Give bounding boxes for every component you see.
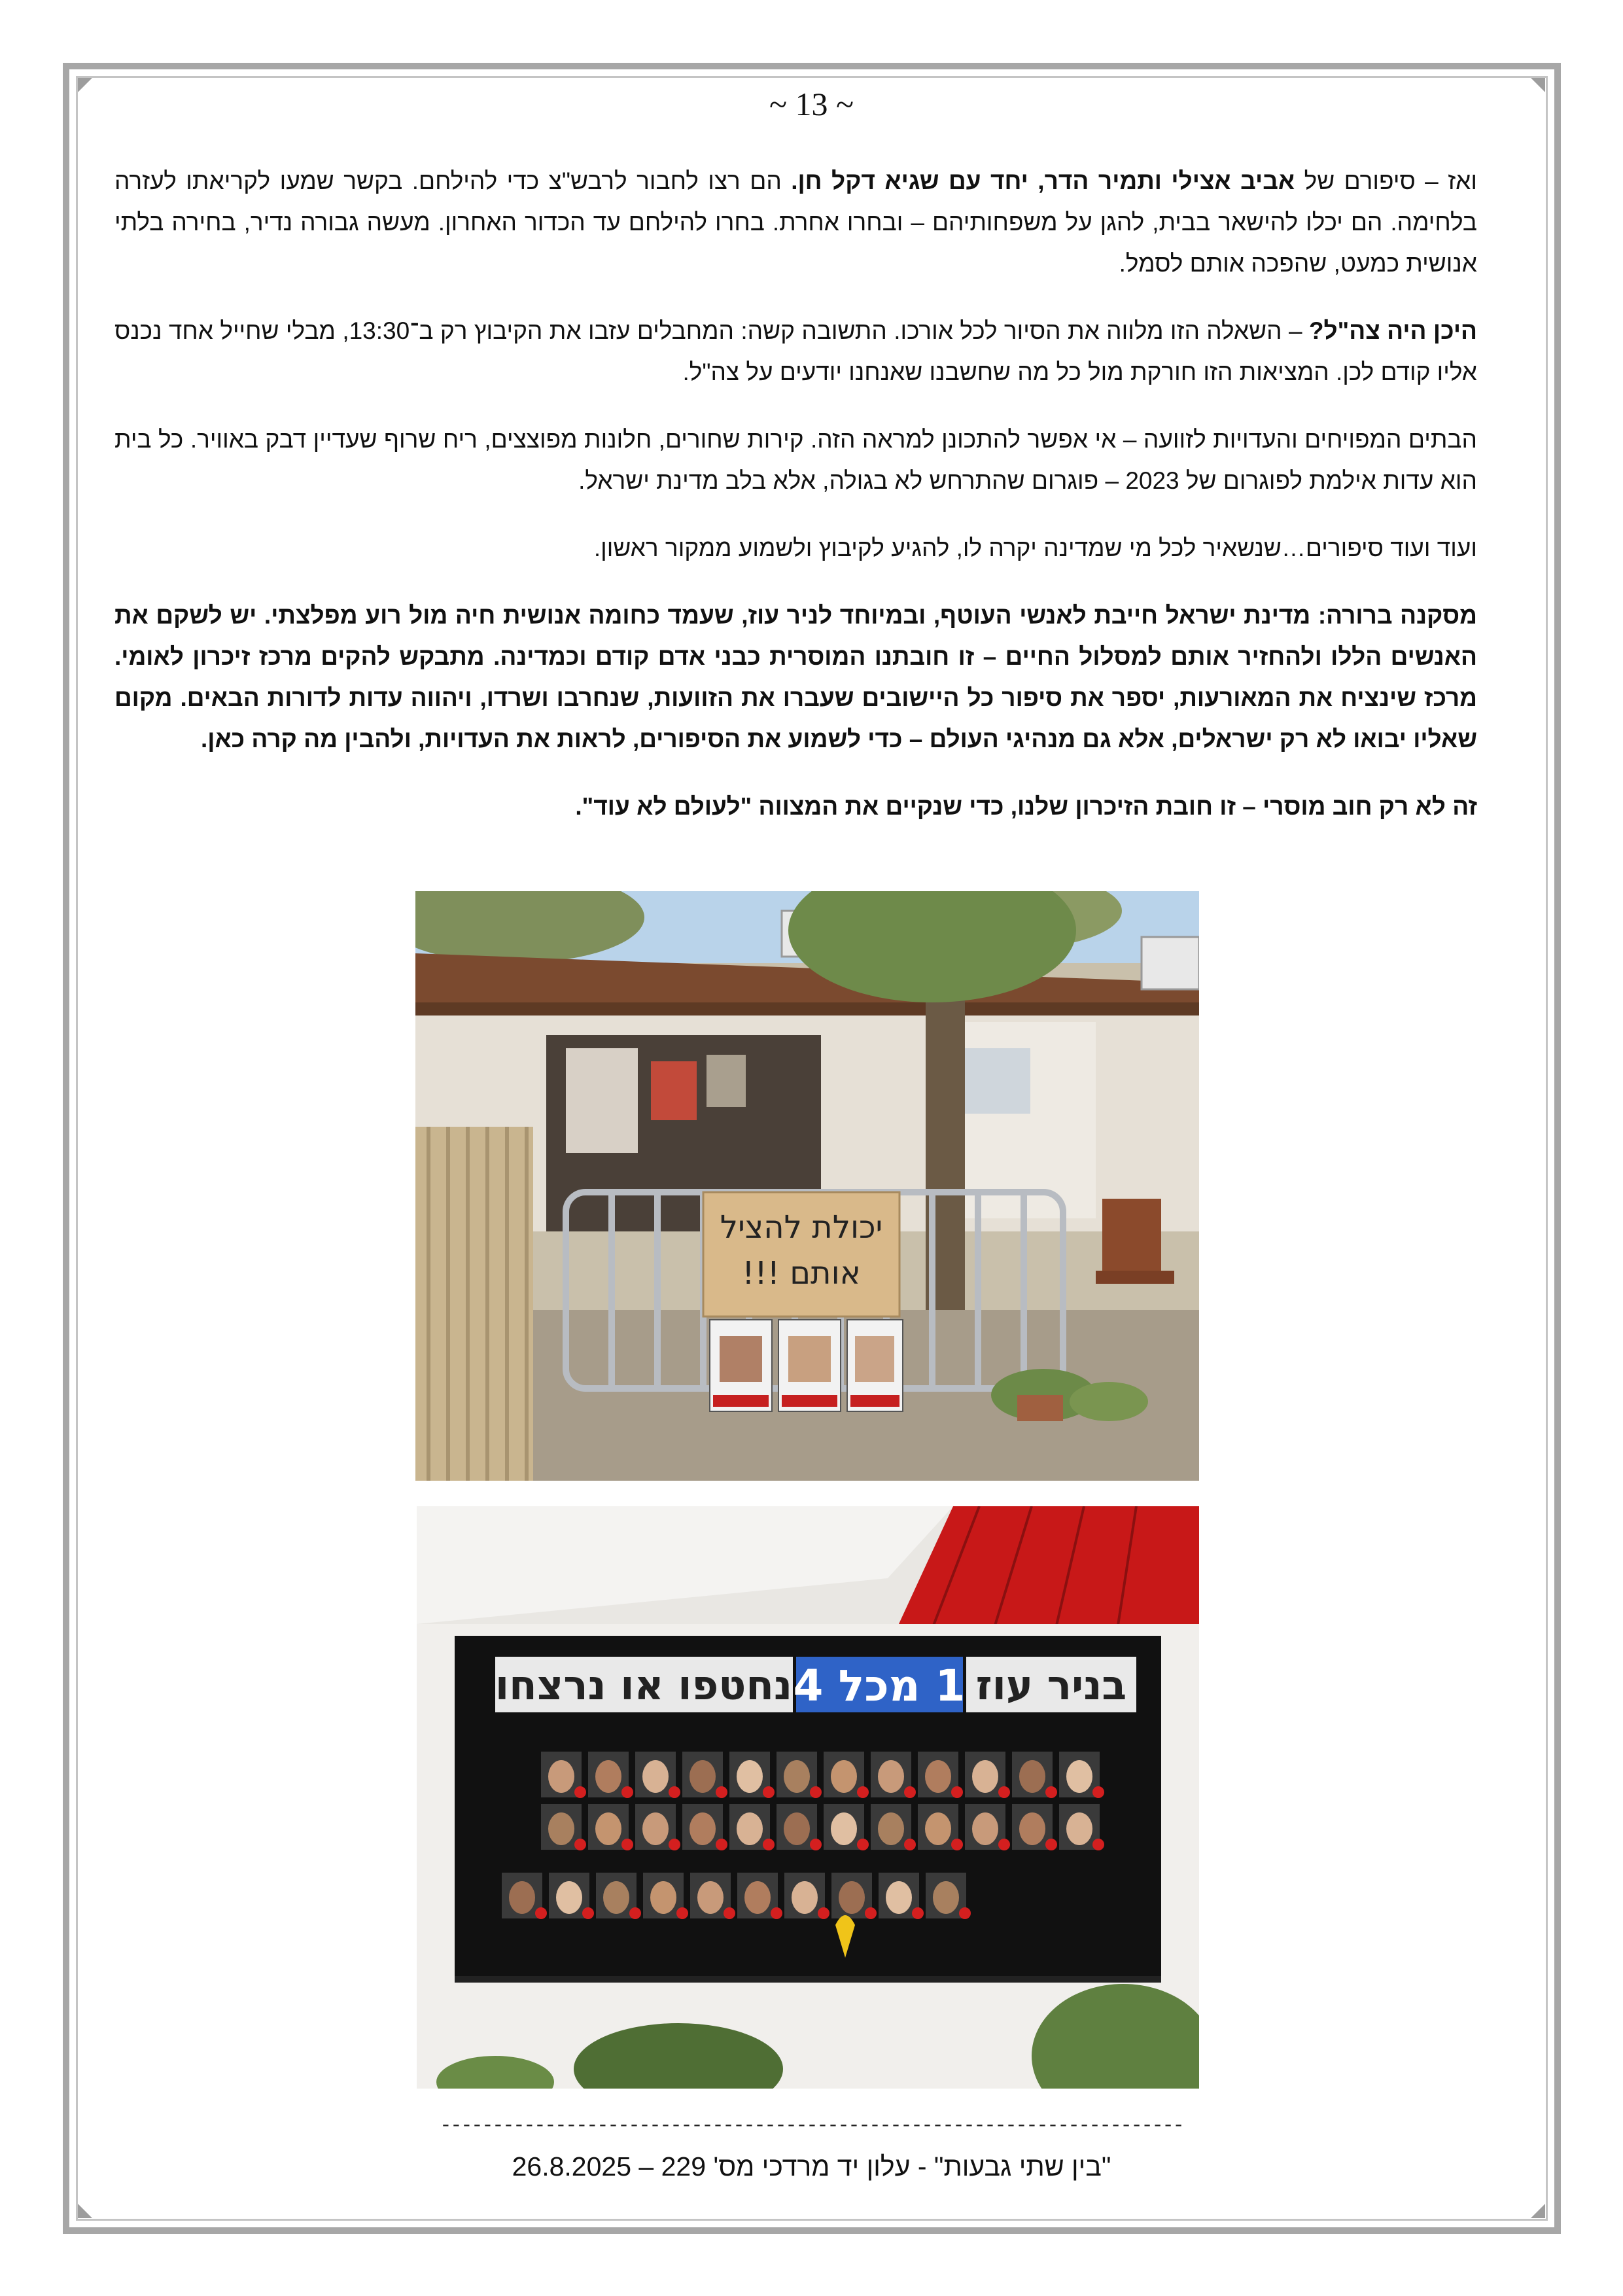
portrait-face [642, 1812, 669, 1845]
heart-sticker-icon [763, 1839, 775, 1850]
heart-sticker-icon [865, 1907, 877, 1919]
heart-sticker-icon [621, 1786, 633, 1798]
portrait-face [972, 1812, 998, 1845]
portrait-face [886, 1881, 912, 1914]
portrait-face [831, 1812, 857, 1845]
heart-sticker-icon [810, 1786, 822, 1798]
banner-text-part1: בניר עוז [975, 1661, 1127, 1709]
portrait-face [878, 1760, 904, 1793]
heart-sticker-icon [621, 1839, 633, 1850]
heart-sticker-icon [1092, 1786, 1104, 1798]
text-span: הם רצו לחבור לרבש"צ כדי להילחם. בקשר שמעו לקריאתו לעזרה בלחימה. הם יכלו להישאר בבית, להגן על משפחותיהם – ובחרו אחרת. בחרו להילחם עד הכדור האחרון. מעשה גבורה נדיר, בחירה בלתי אנושית כמעט, שהפכה אותם לסמל. [114, 168, 1477, 277]
heart-sticker-icon [574, 1786, 586, 1798]
portrait-face [737, 1812, 763, 1845]
heart-sticker-icon [998, 1786, 1010, 1798]
paragraph-stories: ועוד ועוד סיפורים…שנשאיר לכל מי שמדינה יקרה לו, להגיע לקיבוץ ולשמוע ממקור ראשון. [593, 535, 1477, 561]
heart-sticker-icon [669, 1839, 680, 1850]
bold-names: אביב אצילי ותמיר הדר, יחד עם שגיא דקל חן. [791, 168, 1295, 194]
paragraph-houses: הבתים המפויחים והעדויות לזוועה – אי אפשר להתכונן למראה הזה. קירות שחורים, חלונות מפוצצים, ריח שרוף שעדיין דבק באוויר. כל בית הוא עדות אילמת לפוגרום של 2023 – פוגרום שהתרחש לא בגולה, אלא בלב מדינת ישראל. [114, 426, 1477, 494]
portrait-face [737, 1760, 763, 1793]
heart-sticker-icon [582, 1907, 594, 1919]
heart-sticker-icon [998, 1839, 1010, 1850]
portrait-face [784, 1760, 810, 1793]
text-span: – השאלה הזו מלווה את הסיור לכל אורכו. התשובה קשה: המחבלים עזבו את הקיבוץ רק ב־13:30, מבלי שחייל אחד נכנס אליו קודם לכן. המציאות הזו חורקת מול כל מה שחשבנו שאנחנו יודעים על צה"ל. [114, 317, 1477, 385]
footer-publication-line: "בין שתי גבעות" - עלון יד מרדכי מס' 229 – 26.8.2025 [512, 2151, 1111, 2181]
portrait-face [1066, 1760, 1092, 1793]
sign-text-line1: יכולת להציל [720, 1209, 883, 1246]
page-number: ~ 13 ~ [769, 86, 854, 122]
photo-house-illustration [415, 891, 1199, 1481]
heart-sticker-icon [1045, 1839, 1057, 1850]
portrait-face [1019, 1812, 1045, 1845]
portrait-face [603, 1881, 629, 1914]
portrait-face [792, 1881, 818, 1914]
portrait-face [689, 1812, 716, 1845]
heart-sticker-icon [818, 1907, 829, 1919]
portrait-face [784, 1812, 810, 1845]
portrait-face [650, 1881, 676, 1914]
hostage-posters [710, 1320, 903, 1411]
portrait-face [689, 1760, 716, 1793]
photo-memorial-banner [417, 1506, 1199, 2089]
banner-text-part2: 1 מכל 4 [793, 1661, 966, 1711]
portrait-face [933, 1881, 959, 1914]
heart-sticker-icon [574, 1839, 586, 1850]
heart-sticker-icon [676, 1907, 688, 1919]
heart-sticker-icon [857, 1839, 869, 1850]
heart-sticker-icon [763, 1786, 775, 1798]
heart-sticker-icon [629, 1907, 641, 1919]
heart-sticker-icon [857, 1786, 869, 1798]
portrait-face [556, 1881, 582, 1914]
portrait-face [595, 1760, 621, 1793]
portrait-face [1019, 1760, 1045, 1793]
heart-sticker-icon [904, 1786, 916, 1798]
portrait-face [1066, 1812, 1092, 1845]
portrait-face [642, 1760, 669, 1793]
portrait-face [509, 1881, 535, 1914]
article-body [114, 160, 1477, 853]
heart-sticker-icon [535, 1907, 547, 1919]
portrait-face [697, 1881, 724, 1914]
portrait-face [925, 1760, 951, 1793]
paragraph-conclusion: מסקנה ברורה: מדינת ישראל חייבת לאנשי העוטף, ובמיוחד לניר עוז, שעמד כחומה אנושית חיה מול רוע מפלצתי. יש לשקם את האנשים הללו ולהחזיר אותם למסלול החיים – זו חובתנו המוסרית כבני אדם קודם וכמדינה. מתבקש להקים מרכז זיכרון לאומי. מרכז שינציח את המאורעות, יספר את סיפור כל היישובים שעברו את הזוועות, שנחרבו ושרדו, ויהווה עדות לדורות הבאים. מקום שאליו יבואו לא רק ישראלים, אלא גם מנהיגי העולם – כדי לשמוע את הסיפורים, לראות את העדויות, ולהבין מה קרה כאן. [114, 602, 1477, 752]
portrait-face [839, 1881, 865, 1914]
bold-question: היכן היה צה"ל? [1308, 317, 1477, 344]
portrait-face [548, 1760, 574, 1793]
heart-sticker-icon [810, 1839, 822, 1850]
text-span: ואז – סיפורם של [1295, 168, 1478, 194]
heart-sticker-icon [951, 1786, 963, 1798]
heart-sticker-icon [771, 1907, 782, 1919]
heart-sticker-icon [904, 1839, 916, 1850]
portrait-face [878, 1812, 904, 1845]
footer-divider: ----------------------------------------------------------------------- [440, 2115, 1183, 2137]
paragraph-closing: זה לא רק חוב מוסרי – זו חובת הזיכרון שלנו, כדי שנקיים את המצווה "לעולם לא עוד". [575, 793, 1477, 820]
portrait-face [744, 1881, 771, 1914]
portrait-face [595, 1812, 621, 1845]
frame-corner-ornament [1531, 2204, 1545, 2218]
photo-banner-illustration [417, 1506, 1199, 2089]
portrait-face [972, 1760, 998, 1793]
banner-text-part3: נחטפו או נרצחו [495, 1661, 793, 1709]
heart-sticker-icon [716, 1786, 727, 1798]
paragraph-heroes [114, 160, 1477, 284]
sign-text-line2: אותם !!! [742, 1255, 861, 1292]
portrait-face [925, 1812, 951, 1845]
heart-sticker-icon [716, 1839, 727, 1850]
heart-sticker-icon [912, 1907, 924, 1919]
heart-sticker-icon [959, 1907, 971, 1919]
heart-sticker-icon [1045, 1786, 1057, 1798]
frame-corner-ornament [78, 2204, 92, 2218]
paragraph-idf [114, 310, 1477, 393]
heart-sticker-icon [669, 1786, 680, 1798]
heart-sticker-icon [724, 1907, 735, 1919]
portrait-face [548, 1812, 574, 1845]
heart-sticker-icon [951, 1839, 963, 1850]
heart-sticker-icon [1092, 1839, 1104, 1850]
portrait-face [831, 1760, 857, 1793]
photo-house-fence [415, 891, 1199, 1481]
